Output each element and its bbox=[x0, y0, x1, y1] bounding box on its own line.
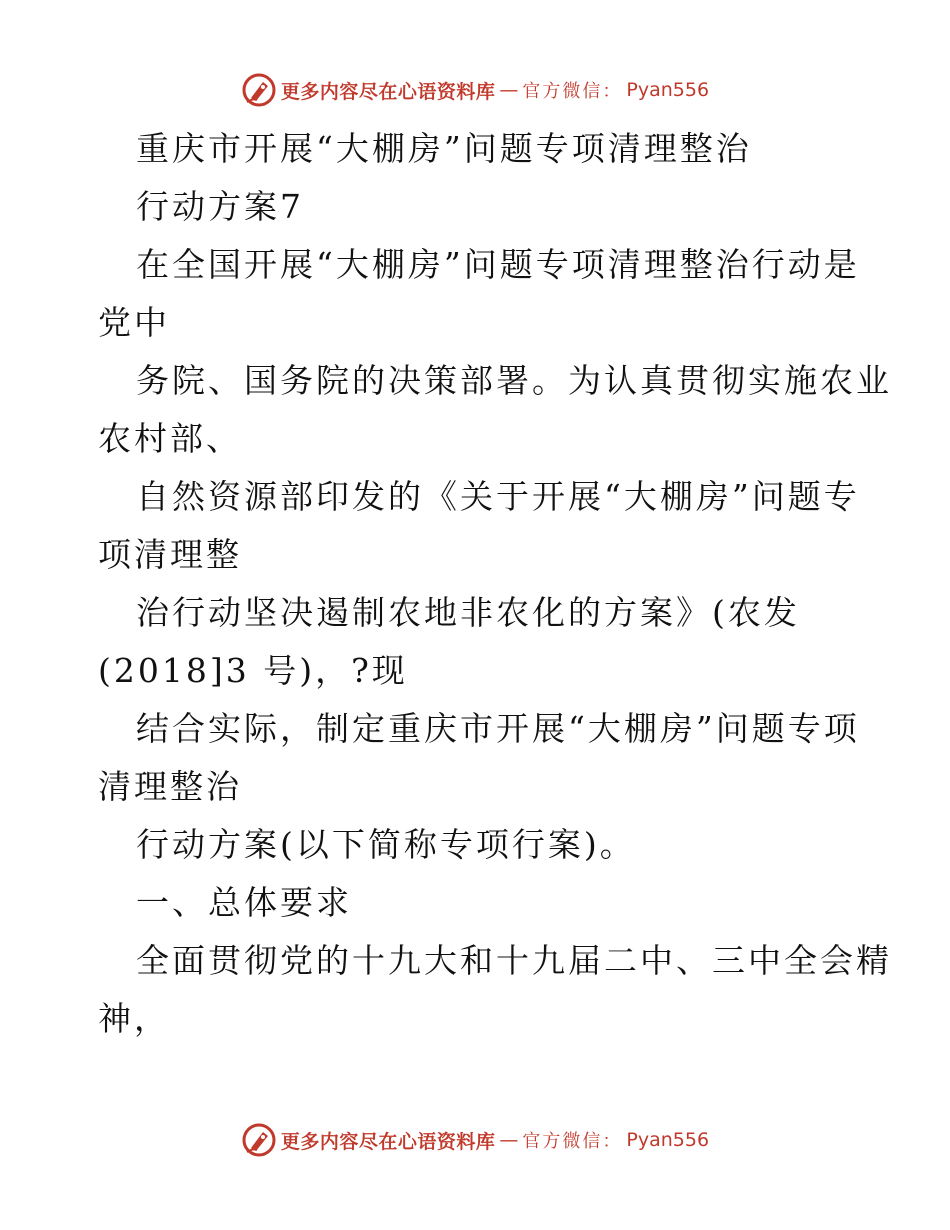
text-line: 党中 bbox=[98, 303, 170, 342]
text-line: 农村部、 bbox=[98, 419, 242, 458]
banner-separator: — bbox=[499, 1129, 519, 1151]
text-line: 一、总体要求 bbox=[136, 883, 352, 922]
pen-nib-logo-icon bbox=[241, 72, 277, 108]
document-body bbox=[98, 120, 892, 1048]
text-line: 在全国开展“大棚房”问题专项清理整治行动是 bbox=[136, 245, 860, 284]
text-line: 治行动坚决遏制农地非农化的方案》(农发 bbox=[136, 593, 800, 632]
text-line: 神， bbox=[98, 999, 170, 1038]
footer-banner bbox=[0, 1120, 950, 1160]
text-line: 结合实际，制定重庆市开展“大棚房”问题专项 bbox=[136, 709, 860, 748]
text-line: 项清理整 bbox=[98, 535, 242, 574]
text-line: 全面贯彻党的十九大和十九届二中、三中全会精 bbox=[136, 941, 892, 980]
text-line: 重庆市开展“大棚房”问题专项清理整治 bbox=[136, 129, 752, 168]
text-line: (2018]3 号)，?现 bbox=[98, 651, 408, 690]
banner-text: 更多内容尽在心语资料库 bbox=[280, 80, 496, 103]
banner-separator: — bbox=[499, 79, 519, 101]
banner-wechat-id: Pyan556 bbox=[626, 1129, 710, 1151]
text-line: 清理整治 bbox=[98, 767, 242, 806]
text-line: 行动方案(以下简称专项行案)。 bbox=[136, 825, 636, 864]
banner-wechat-label: 官方微信： bbox=[522, 1131, 623, 1152]
banner-wechat-id: Pyan556 bbox=[626, 79, 710, 101]
text-line: 行动方案7 bbox=[136, 187, 304, 226]
banner-wechat-label: 官方微信： bbox=[522, 81, 623, 102]
header-banner bbox=[0, 70, 950, 110]
text-line: 务院、国务院的决策部署。为认真贯彻实施农业 bbox=[136, 361, 892, 400]
text-line: 自然资源部印发的《关于开展“大棚房”问题专 bbox=[136, 477, 860, 516]
banner-text: 更多内容尽在心语资料库 bbox=[280, 1130, 496, 1153]
pen-nib-logo-icon bbox=[241, 1122, 277, 1158]
